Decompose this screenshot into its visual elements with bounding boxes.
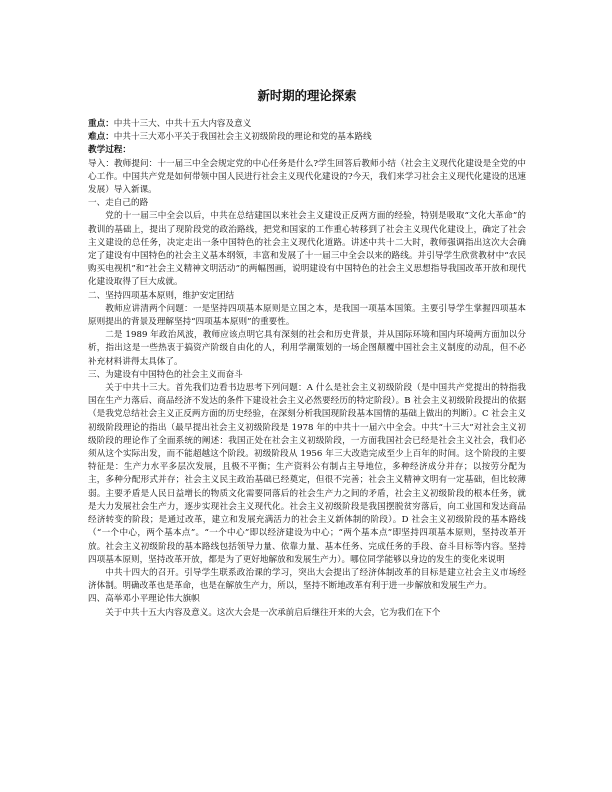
focus-label: 重点： — [88, 119, 114, 129]
section-heading: 二、坚持四项基本原则，维护安定团结 — [88, 290, 235, 301]
difficulty-label: 难点： — [88, 132, 114, 143]
section-paragraph: 党的十一届三中全会以后，中共在总结建国以来社会主义建设正反两方面的经验，特别是吸取“文化大革命”的教训的基础上，提出了现阶段党的政治路线，把党和国家的工作重心转移到了社会主义现代化建设上，确定了社会主义建设的总任务，决定走出一条中国特色的社会主义现代化道路。讲述中共十二大时，教师强调指出这次大会确定了建设有中国特色的社会主义基本纲领，丰富和发展了十一届三中全会以来的路线。并引导学生欣赏教材中“农民购买电视机”和“社会主义精神文明活动”的两幅图画，说明建设有中国特色的社会主义思想指导我国改革开放和现代化建设取得了巨大成就。 — [88, 211, 526, 288]
section-3 — [88, 369, 526, 593]
section-paragraph: 中共十四大的召开。引导学生联系政治课的学习，突出大会提出了经济体制改革的目标是建立社会主义市场经济体制。明确改革也是革命，也是在解放生产力，所以，坚持不断地改革有利于进一步解放和发展生产力。 — [88, 567, 526, 592]
document-page — [88, 88, 526, 620]
intro-paragraph: 导入：教师提问：十一届三中全会规定党的中心任务是什么?学生回答后教师小结（社会主义现代化建设是全党的中心工作。中国共产党是如何带领中国人民进行社会主义现代化建设的?今天，我们来学习社会主义现代化建设的迅速发展）导入新课。 — [88, 158, 526, 196]
section-paragraph: 教师应讲清两个问题：一是坚持四项基本原则是立国之本，是我国一项基本国策。主要引导学生掌握四项基本原则提出的背景及理解坚持“四项基本原则”的重要性。 — [88, 303, 526, 328]
page-title: 新时期的理论探索 — [257, 88, 357, 103]
section-1 — [88, 197, 526, 289]
section-paragraph: 关于中共十五大内容及意义。这次大会是一次承前启后继往开来的大会，它为我们在下个 — [105, 607, 441, 618]
section-4 — [88, 593, 526, 619]
focus-text: 中共十三大、中共十五大内容及意义 — [113, 119, 252, 129]
section-paragraph: 二是 1989 年政治风波，教师应该点明它具有深刻的社会和历史背景，并从国际环境和国内环境两方面加以分析，指出这是一些热衷于搞资产阶级自由化的人，利用学潮策划的一场企图颠覆中国社会主义制度的动乱，但不必补充材料讲得太具体了。 — [88, 330, 526, 367]
difficulty-text: 中共十三大邓小平关于我国社会主义初级阶段的理论和党的基本路线 — [113, 132, 372, 143]
process-label: 教学过程： — [88, 145, 131, 156]
section-paragraph: 关于中共十三大。首先我们边看书边思考下列问题：A 什么是社会主义初级阶段（是中国共产党提出的特指我国在生产力落后、商品经济不发达的条件下建设社会主义必然要经历的特定阶段）。B 社会主义初级阶段提出的依据（是我党总结社会主义正反两方面的历史经验，在深刻分析我国现阶段基本国情的基础上做出的判断）。C 社会主义初级阶段理论的指出（最早提出社会主义初级阶段是 1978 年的中共十一届六中全会。中共“十三大”对社会主义初级阶段的理论作了全面系统的阐述：我国正处在社会主义初级阶段，一方面我国社会已经是社会主义社会，我们必须从这个实际出发，而不能超越这个阶段。初级阶段从 1956 年三大改造完成至少上百年的时间。这个阶段的主要特征是：生产力水平多层次发展，且极不平衡；生产资料公有制占主导地位，多种经济成分并存；以按劳分配为主，多种分配形式并存；社会主义民主政治基础已经奠定，但很不完善；社会主义精神文明有一定基础，但比较薄弱。主要矛盾是人民日益增长的物质文化需要同落后的社会生产力之间的矛盾，社会主义初级阶段的根本任务，就是大力发展社会生产力，逐步实现社会主义现代化。社会主义初级阶段是我国摆脱贫穷落后，向工业国和发达商品经济转变的阶段；是通过改革，建立和发展充满活力的社会主义新体制的阶段）。D 社会主义初级阶段的基本路线（“一个中心，两个基本点”。“一个中心”即以经济建设为中心；“两个基本点”即坚持四项基本原则，坚持改革开放。社会主义初级阶段的基本路线包括领导力量、依靠力量、基本任务、完成任务的手段、奋斗目标等内容。坚持四项基本原则，坚持改革开放，都是为了更好地解放和发展生产力）。哪位同学能够以身边的发生的变化来说明 — [88, 383, 526, 565]
focus-line — [88, 118, 526, 131]
difficulty-line — [88, 131, 526, 144]
section-2 — [88, 290, 526, 369]
section-heading: 三、为建设有中国特色的社会主义而奋斗 — [88, 369, 243, 380]
section-heading: 四、高举邓小平理论伟大旗帜 — [88, 594, 200, 605]
section-heading: 一、走自己的路 — [88, 198, 149, 209]
